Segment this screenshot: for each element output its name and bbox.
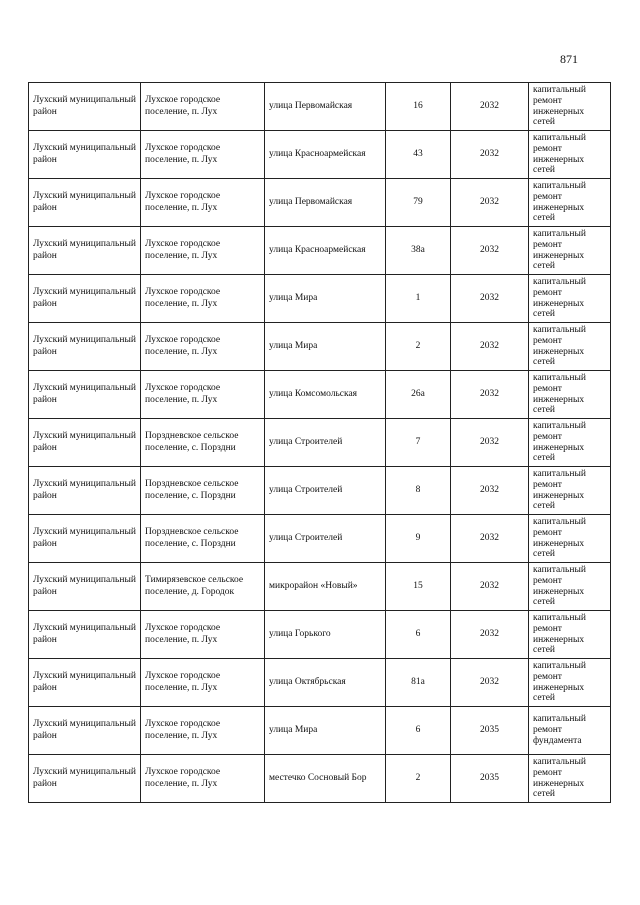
district-cell: Лухский муниципальный район: [29, 755, 141, 803]
work-type-cell: капитальный ремонт инженерных сетей: [529, 419, 611, 467]
district-cell: Лухский муниципальный район: [29, 83, 141, 131]
settlement-cell: Лухское городское поселение, п. Лух: [141, 179, 265, 227]
street-cell: улица Строителей: [265, 467, 386, 515]
house-number-cell: 79: [386, 179, 451, 227]
district-cell: Лухский муниципальный район: [29, 611, 141, 659]
repair-schedule-table: [28, 82, 611, 803]
year-cell: 2032: [451, 83, 529, 131]
settlement-cell: Тимирязевское сельское поселение, д. Городок: [141, 563, 265, 611]
table-row: [29, 755, 611, 803]
year-cell: 2032: [451, 323, 529, 371]
year-cell: 2035: [451, 707, 529, 755]
street-cell: местечко Сосновый Бор: [265, 755, 386, 803]
settlement-cell: Лухское городское поселение, п. Лух: [141, 275, 265, 323]
street-cell: микрорайон «Новый»: [265, 563, 386, 611]
house-number-cell: 81а: [386, 659, 451, 707]
street-cell: улица Первомайская: [265, 83, 386, 131]
work-type-cell: капитальный ремонт инженерных сетей: [529, 179, 611, 227]
district-cell: Лухский муниципальный район: [29, 659, 141, 707]
settlement-cell: Лухское городское поселение, п. Лух: [141, 755, 265, 803]
district-cell: Лухский муниципальный район: [29, 515, 141, 563]
district-cell: Лухский муниципальный район: [29, 707, 141, 755]
house-number-cell: 43: [386, 131, 451, 179]
year-cell: 2032: [451, 275, 529, 323]
year-cell: 2032: [451, 467, 529, 515]
year-cell: 2032: [451, 563, 529, 611]
street-cell: улица Строителей: [265, 419, 386, 467]
settlement-cell: Лухское городское поселение, п. Лух: [141, 83, 265, 131]
street-cell: улица Красноармейская: [265, 131, 386, 179]
house-number-cell: 7: [386, 419, 451, 467]
district-cell: Лухский муниципальный район: [29, 275, 141, 323]
work-type-cell: капитальный ремонт инженерных сетей: [529, 83, 611, 131]
work-type-cell: капитальный ремонт инженерных сетей: [529, 611, 611, 659]
district-cell: Лухский муниципальный район: [29, 227, 141, 275]
settlement-cell: Лухское городское поселение, п. Лух: [141, 659, 265, 707]
street-cell: улица Первомайская: [265, 179, 386, 227]
house-number-cell: 16: [386, 83, 451, 131]
house-number-cell: 26а: [386, 371, 451, 419]
settlement-cell: Лухское городское поселение, п. Лух: [141, 131, 265, 179]
table-row: [29, 515, 611, 563]
settlement-cell: Порздневское сельское поселение, с. Порздни: [141, 515, 265, 563]
settlement-cell: Лухское городское поселение, п. Лух: [141, 707, 265, 755]
table-row: [29, 611, 611, 659]
street-cell: улица Мира: [265, 323, 386, 371]
house-number-cell: 2: [386, 323, 451, 371]
work-type-cell: капитальный ремонт инженерных сетей: [529, 467, 611, 515]
table-row: [29, 563, 611, 611]
year-cell: 2032: [451, 515, 529, 563]
year-cell: 2035: [451, 755, 529, 803]
work-type-cell: капитальный ремонт инженерных сетей: [529, 275, 611, 323]
table-row: [29, 227, 611, 275]
table-row: [29, 467, 611, 515]
year-cell: 2032: [451, 419, 529, 467]
year-cell: 2032: [451, 179, 529, 227]
district-cell: Лухский муниципальный район: [29, 131, 141, 179]
house-number-cell: 1: [386, 275, 451, 323]
year-cell: 2032: [451, 131, 529, 179]
settlement-cell: Лухское городское поселение, п. Лух: [141, 227, 265, 275]
street-cell: улица Горького: [265, 611, 386, 659]
street-cell: улица Мира: [265, 275, 386, 323]
year-cell: 2032: [451, 227, 529, 275]
street-cell: улица Октябрьская: [265, 659, 386, 707]
district-cell: Лухский муниципальный район: [29, 179, 141, 227]
work-type-cell: капитальный ремонт инженерных сетей: [529, 323, 611, 371]
table-row: [29, 83, 611, 131]
house-number-cell: 2: [386, 755, 451, 803]
street-cell: улица Мира: [265, 707, 386, 755]
table-row: [29, 323, 611, 371]
table-row: [29, 371, 611, 419]
house-number-cell: 6: [386, 707, 451, 755]
table-row: [29, 179, 611, 227]
house-number-cell: 38а: [386, 227, 451, 275]
table-row: [29, 659, 611, 707]
year-cell: 2032: [451, 611, 529, 659]
table-row: [29, 131, 611, 179]
house-number-cell: 8: [386, 467, 451, 515]
district-cell: Лухский муниципальный район: [29, 467, 141, 515]
settlement-cell: Порздневское сельское поселение, с. Порздни: [141, 467, 265, 515]
page-number: 871: [560, 52, 578, 66]
house-number-cell: 9: [386, 515, 451, 563]
work-type-cell: капитальный ремонт инженерных сетей: [529, 131, 611, 179]
work-type-cell: капитальный ремонт инженерных сетей: [529, 515, 611, 563]
settlement-cell: Порздневское сельское поселение, с. Порздни: [141, 419, 265, 467]
street-cell: улица Строителей: [265, 515, 386, 563]
settlement-cell: Лухское городское поселение, п. Лух: [141, 611, 265, 659]
district-cell: Лухский муниципальный район: [29, 371, 141, 419]
settlement-cell: Лухское городское поселение, п. Лух: [141, 371, 265, 419]
street-cell: улица Красноармейская: [265, 227, 386, 275]
district-cell: Лухский муниципальный район: [29, 323, 141, 371]
table-row: [29, 419, 611, 467]
work-type-cell: капитальный ремонт инженерных сетей: [529, 755, 611, 803]
work-type-cell: капитальный ремонт инженерных сетей: [529, 659, 611, 707]
work-type-cell: капитальный ремонт инженерных сетей: [529, 227, 611, 275]
house-number-cell: 15: [386, 563, 451, 611]
district-cell: Лухский муниципальный район: [29, 419, 141, 467]
house-number-cell: 6: [386, 611, 451, 659]
district-cell: Лухский муниципальный район: [29, 563, 141, 611]
table-row: [29, 707, 611, 755]
work-type-cell: капитальный ремонт инженерных сетей: [529, 563, 611, 611]
work-type-cell: капитальный ремонт фундамента: [529, 707, 611, 755]
year-cell: 2032: [451, 659, 529, 707]
table-row: [29, 275, 611, 323]
street-cell: улица Комсомольская: [265, 371, 386, 419]
work-type-cell: капитальный ремонт инженерных сетей: [529, 371, 611, 419]
settlement-cell: Лухское городское поселение, п. Лух: [141, 323, 265, 371]
year-cell: 2032: [451, 371, 529, 419]
